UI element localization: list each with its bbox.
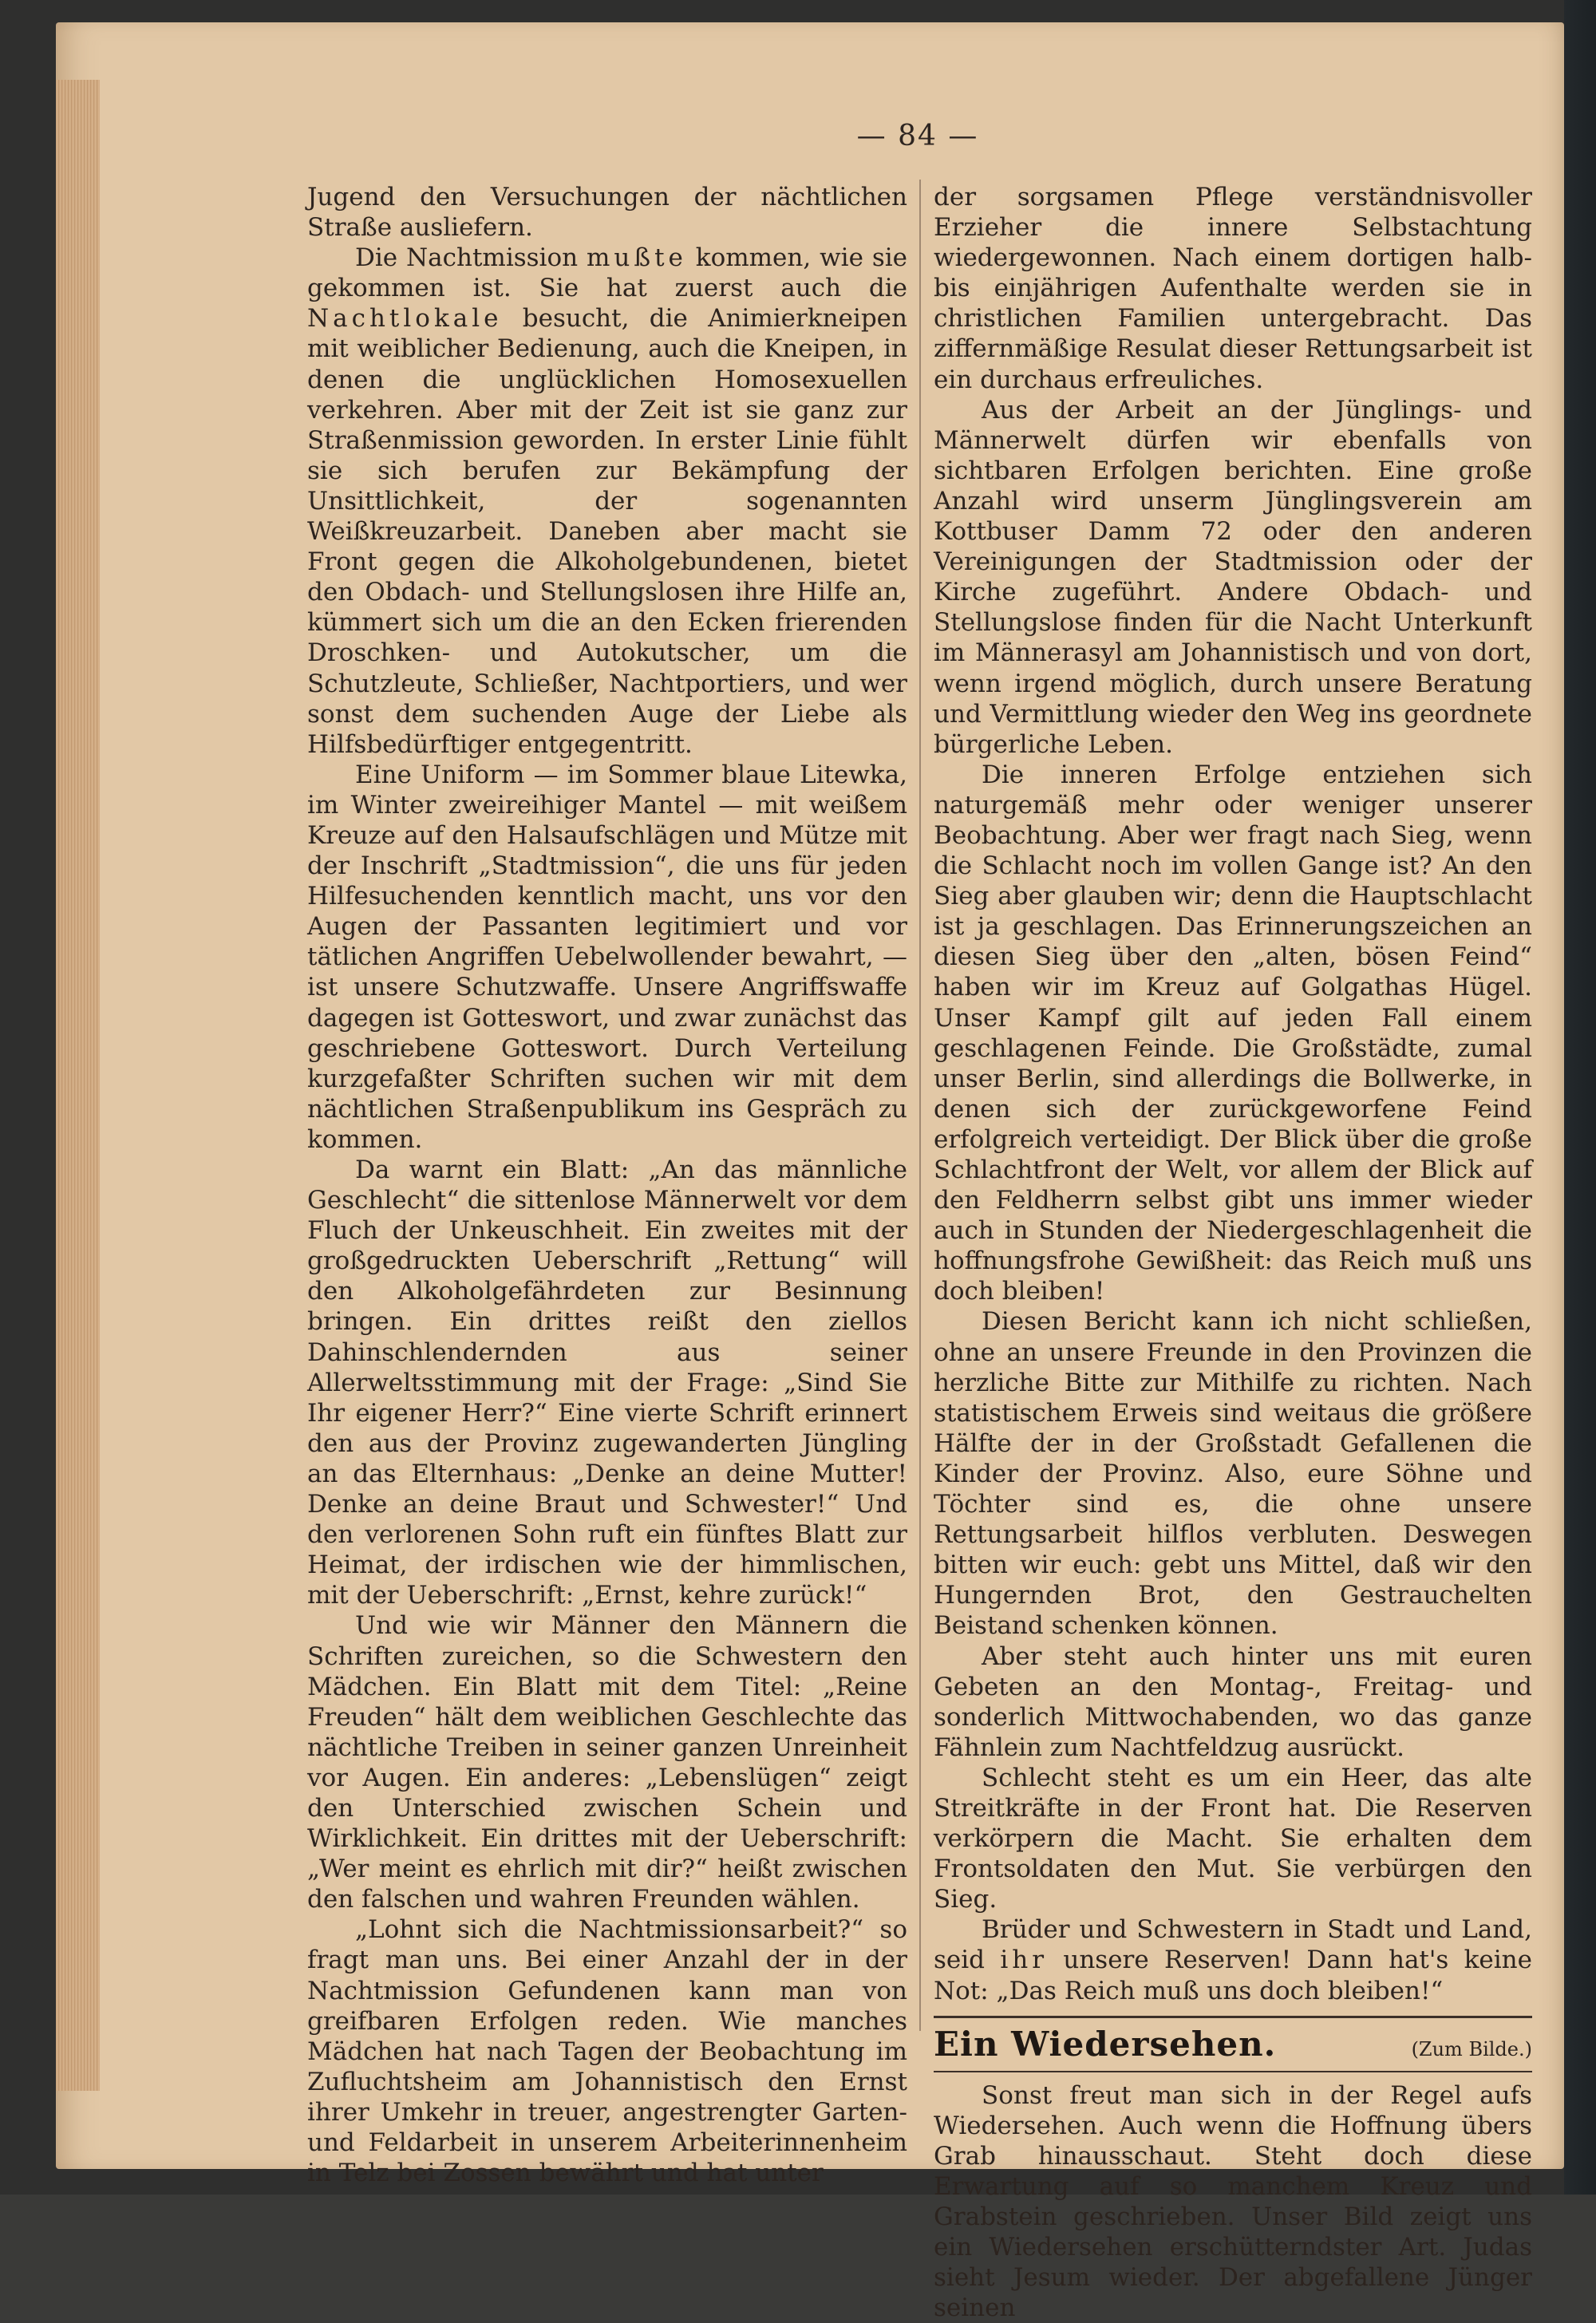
text-run: Brüder und Schwestern in Stadt und Land, seid: [934, 1915, 1532, 1975]
section-paragraph: Sonst freut man sich in der Regel aufs Wiedersehen. Auch wenn die Hoffnung übers Grab hinausschaut. Steht doch diese Erwartung auf so manchem Kreuz und Grabstein geschrieben. Unser Bild zeigt uns ein Wiedersehen erschütterndster Art. Judas sieht Jesum wieder. Der abgefallene Jünger seinen: [934, 2080, 1532, 2323]
column-divider: [919, 180, 921, 2031]
text-run: unsere Reserven! Dann hat's keine Not: „Das Reich muß uns doch bleiben!“: [934, 1946, 1532, 2005]
text-run: besucht, die Animierkneipen mit weiblicher Bedienung, auch die Kneipen, in denen die unglücklichen Homosexuellen verkehren. Aber mit der Zeit ist sie ganz zur Straßenmission geworden. In erster Linie fühlt sie sich berufen zur Bekämpfung der Unsittlichkeit, der sogenannten Weißkreuzarbeit. Daneben aber macht sie Front gegen die Alkoholgebundenen, bietet den Obdach- und Stellungslosen ihre Hilfe an, kümmert sich um die an den Ecken frierenden Droschken- und Autokutscher, um die Schutzleute, Schließer, Nachtportiers, und wer sonst dem suchenden Auge der Liebe als Hilfsbedürftiger entgegentritt.: [307, 304, 907, 759]
page-edges: [56, 80, 100, 2091]
right-paragraph: der sorgsamen Pflege verständnisvoller Erzieher die innere Selbstachtung wiedergewonnen. Nach einem dortigen halb- bis einjährigen Aufenthalte werden sie in christlichen Familien untergebracht. Das ziffernmäßige Resulat dieser Rettungsarbeit ist ein durchaus erfreuliches.: [934, 183, 1532, 394]
left-paragraph: [307, 243, 907, 760]
section-title: Ein Wiedersehen.: [934, 2024, 1277, 2064]
right-paragraph: Aber steht auch hinter uns mit euren Gebeten an den Montag-, Freitag- und sonderlich Mittwochabenden, wo das ganze Fähnlein zum Nachtfeldzug ausrückt.: [934, 1642, 1532, 1762]
left-paragraph: Eine Uniform — im Sommer blaue Litewka, im Winter zweireihiger Mantel — mit weißem Kreuze auf den Halsaufschlägen und Mütze mit der Inschrift „Stadtmission“, die uns für jeden Hilfesuchenden kenntlich macht, uns vor den Augen der Passanten legitimiert und vor tätlichen Angriffen Uebelwollender bewahrt, — ist unsere Schutzwaffe. Unsere Angriffswaffe dagegen ist Gotteswort, und zwar zunächst das geschriebene Gotteswort. Durch Verteilung kurzgefaßter Schriften suchen wir mit dem nächtlichen Straßenpublikum ins Gespräch zu kommen.: [307, 760, 907, 1154]
right-paragraph: Aus der Arbeit an der Jünglings- und Männerwelt dürfen wir ebenfalls von sichtbaren Erfolgen berichten. Eine große Anzahl wird unserm Jünglingsverein am Kottbuser Damm 72 oder den anderen Vereinigungen der Stadtmission oder der Kirche zugeführt. Andere Obdach- und Stellungslose finden für die Nacht Unterkunft im Männerasyl am Johannistisch und von dort, wenn irgend möglich, durch unsere Beratung und Vermittlung wieder den Weg ins geordnete bürgerliche Leben.: [934, 395, 1532, 759]
right-column: [934, 182, 1532, 2323]
text-run: Die Nachtmission: [355, 243, 587, 273]
text-run-spaced: Nachtlokale: [307, 304, 503, 334]
left-paragraph: Jugend den Versuchungen der nächtlichen Straße ausliefern.: [307, 183, 907, 243]
page-number: — 84 —: [856, 120, 979, 152]
right-paragraph: Die inneren Erfolge entziehen sich naturgemäß mehr oder weniger unserer Beobachtung. Aber wer fragt nach Sieg, wenn die Schlacht noch im vollen Gange ist? An den Sieg aber glauben wir; denn die Hauptschlacht ist ja geschlagen. Das Erinnerungszeichen an diesen Sieg über den „alten, bösen Feind“ haben wir im Kreuz auf Golgathas Hügel. Unser Kampf gilt auf jeden Fall einem geschlagenen Feinde. Die Großstädte, zumal unser Berlin, sind allerdings die Bollwerke, in denen sich der zurückgeworfene Feind erfolgreich verteidigt. Der Blick über die große Schlachtfront der Welt, vor allem der Blick auf den Feldherrn selbst gibt uns immer wieder auch in Stunden der Niedergeschlagenheit die hoffnungsfrohe Gewißheit: das Reich muß uns doch bleiben!: [934, 760, 1532, 1306]
left-paragraph: „Lohnt sich die Nachtmissionsarbeit?“ so fragt man uns. Bei einer Anzahl der in der Nachtmission Gefundenen kann man von greifbaren Erfolgen reden. Wie manches Mädchen hat nach Tagen der Beobachtung im Zufluchtsheim am Johannistisch den Ernst ihrer Umkehr in treuer, angestrengter Garten- und Feldarbeit in unserem Arbeiterinnenheim in Telz bei Zossen bewährt und hat unter: [307, 1915, 907, 2188]
section-header: [934, 2024, 1532, 2064]
section-note: (Zum Bilde.): [1411, 2037, 1532, 2060]
left-paragraph: Und wie wir Männer den Männern die Schriften zureichen, so die Schwestern den Mädchen. Ein Blatt mit dem Titel: „Reine Freuden“ hält dem weiblichen Geschlechte das nächtliche Treiben in seiner ganzen Unreinheit vor Augen. Ein anderes: „Lebenslügen“ zeigt den Unterschied zwischen Schein und Wirklichkeit. Ein drittes mit der Ueberschrift: „Wer meint es ehrlich mit dir?“ heißt zwischen den falschen und wahren Freunden wählen.: [307, 1611, 907, 1914]
section-rule-top: [934, 2016, 1532, 2018]
book-cover-edge: [1564, 0, 1596, 2195]
section-rule-bottom: [934, 2071, 1532, 2072]
right-paragraph: Diesen Bericht kann ich nicht schließen, ohne an unsere Freunde in den Provinzen die herzliche Bitte zur Mithilfe zu richten. Nach statistischem Erweis sind weitaus die größere Hälfte der in der Großstadt Gefallenen die Kinder der Provinz. Also, eure Söhne und Töchter sind es, die ohne unsere Rettungsarbeit hilflos verbluten. Deswegen bitten wir euch: gebt uns Mittel, daß wir den Hungernden Brot, den Gestrauchelten Beistand schenken können.: [934, 1307, 1532, 1641]
left-column: [307, 182, 907, 2188]
right-paragraph: Schlecht steht es um ein Heer, das alte Streitkräfte in der Front hat. Die Reserven verkörpern die Macht. Sie erhalten dem Frontsoldaten den Mut. Sie verbürgen den Sieg.: [934, 1763, 1532, 1914]
text-run: kommen, wie sie gekommen ist. Sie hat zuerst auch die: [307, 243, 907, 303]
text-run-spaced: mußte: [587, 243, 687, 273]
right-paragraph: [934, 1914, 1532, 2005]
left-paragraph: Da warnt ein Blatt: „An das männliche Geschlecht“ die sittenlose Männerwelt vor dem Fluch der Unkeuschheit. Ein zweites mit der großgedruckten Ueberschrift „Rettung“ will den Alkoholgefährdeten zur Besinnung bringen. Ein drittes reißt den ziellos Dahinschlendernden aus seiner Allerweltsstimmung mit der Frage: „Sind Sie Ihr eigener Herr?“ Eine vierte Schrift erinnert den aus der Provinz zugewanderten Jüngling an das Elternhaus: „Denke an deine Mutter! Denke an deine Braut und Schwester!“ Und den verlorenen Sohn ruft ein fünftes Blatt zur Heimat, der irdischen wie der himmlischen, mit der Ueberschrift: „Ernst, kehre zurück!“: [307, 1156, 907, 1610]
text-run-spaced: ihr: [1000, 1946, 1049, 1975]
